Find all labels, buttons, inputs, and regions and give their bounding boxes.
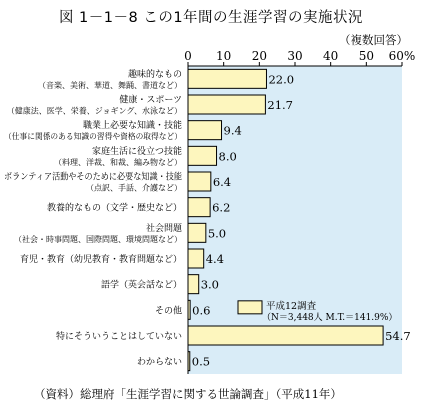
bar [188,300,190,319]
data-label: 3.0 [200,277,219,292]
category-label: 社会問題 [145,223,182,234]
bar [188,121,222,140]
data-label: 9.4 [223,123,242,138]
category-label: 特にそういうことはしていない [55,332,182,342]
legend-sublabel: （N＝3,448人 M.T.＝141.9%） [262,312,398,323]
category-label: 育児・教育（幼児教育・教育問題など） [19,255,182,265]
x-tick-label: 0 [184,49,192,63]
category-sublabel: （音楽、美術、華道、舞踊、書道など） [38,80,182,90]
bar [188,326,383,345]
data-label: 8.0 [218,149,237,164]
category-label: わからない [136,357,182,368]
category-label: 健康・スポーツ [119,95,182,106]
bar [188,223,206,242]
data-label: 0.6 [192,303,211,318]
bar [188,198,210,217]
category-label: 趣味的なもの [127,69,182,80]
category-sublabel: （点訳、手話、介護など） [86,183,182,193]
data-label: 21.7 [267,98,294,112]
data-label: 0.5 [191,354,211,369]
category-label: その他 [154,306,182,317]
bar [188,69,266,88]
x-tick-label: 50 [358,49,374,63]
bar [188,249,204,268]
data-label: 4.4 [205,252,224,266]
category-label: 職業上必要な知識・技能 [82,121,182,132]
category-sublabel: （健康法、医学、栄養、ジョギング、水泳など） [6,106,182,116]
data-label: 5.0 [207,226,227,241]
bar [188,172,211,191]
legend-label: 平成12調査 [266,300,317,312]
page-title: 図 1－1－8 この1年間の生涯学習の実施状況 [58,10,364,26]
category-sublabel: （仕事に関係のある知識の習得や資格の取得など） [4,132,188,142]
category-label: 教養的なもの（文学・歴史など） [46,203,182,214]
x-tick-label: 30 [287,49,303,63]
x-tick-label: 60% [388,49,416,63]
bar [188,352,190,371]
x-tick-label: 40 [323,49,339,63]
data-label: 6.2 [212,200,231,215]
category-label: ボランティア活動やそのために必要な知識・技能 [4,172,202,183]
unit-note: （複数回答） [339,33,408,47]
data-label: 22.0 [268,72,295,87]
category-sublabel: （社会・時事問題、国際問題、環境問題など） [14,234,182,244]
category-label: 家庭生活に役立つ技能 [91,146,182,157]
bar [188,275,199,294]
category-label: 語学（英会話など） [100,280,182,291]
legend-swatch [238,301,262,314]
bar [188,146,217,165]
bar [188,95,265,114]
source-note: （資料）総理府「生涯学習に関する世論調査」（平成11年） [34,387,342,401]
data-label: 54.7 [385,329,411,343]
category-sublabel: （料理、洋裁、和裁、編み物など） [54,157,182,167]
x-tick-label: 10 [216,49,232,63]
x-tick-label: 20 [251,49,267,63]
data-label: 6.4 [212,175,232,189]
